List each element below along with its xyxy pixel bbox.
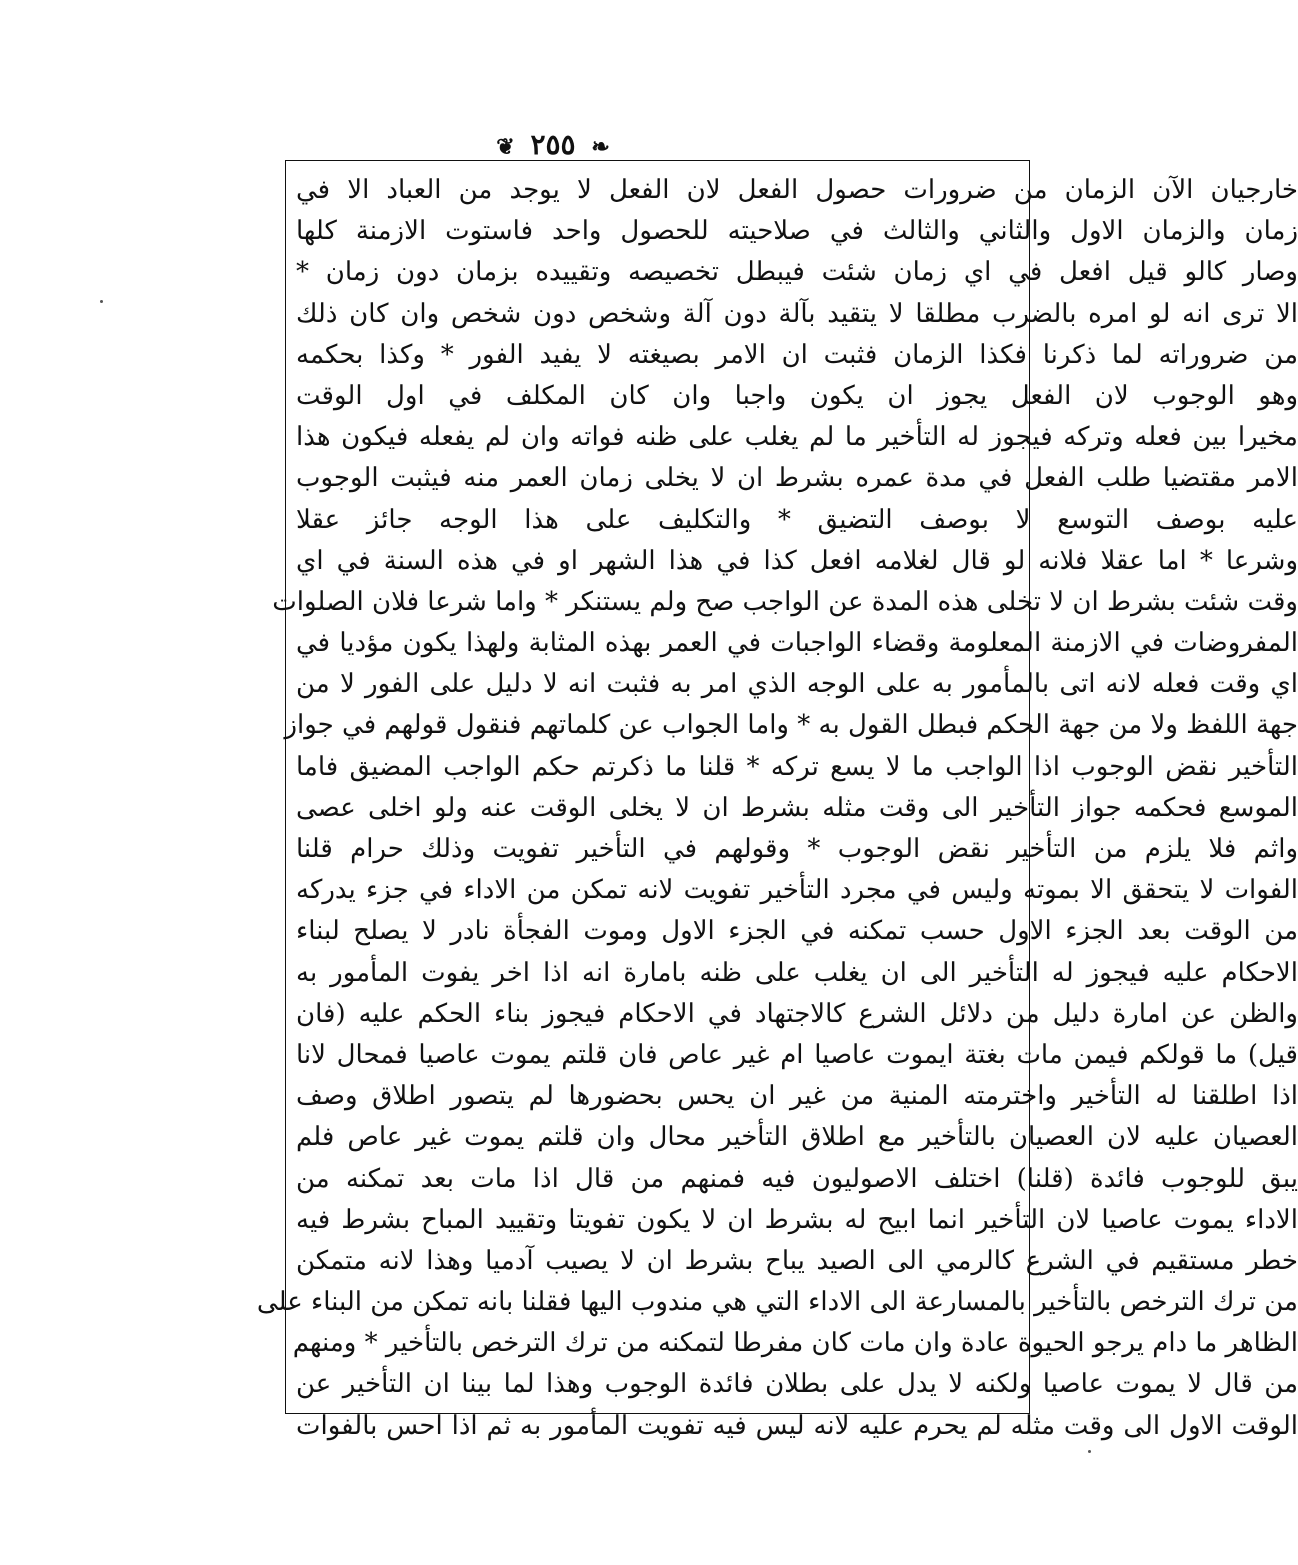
ornament-right-icon: ❧ [591, 134, 610, 160]
text-line: الموسع فحكمه جواز التأخير الى وقت مثله بشرط ان لا يخلى الوقت عنه ولو اخلى عصى [296, 792, 1298, 823]
text-line: من الوقت بعد الجزء الاول حسب تمكنه في الجزء الاول وموت الفجأة نادر لا يصلح لبناء [296, 916, 1298, 947]
text-line: عليه بوصف التوسع لا بوصف التضيق * والتكليف على هذا الوجه جائز عقلا [296, 504, 1298, 535]
text-line: من قال لا يموت عاصيا ولكنه لا يدل على بطلان فائدة الوجوب وهذا لما بينا ان التأخير عن [296, 1369, 1298, 1400]
text-line: من ضروراته لما ذكرنا فكذا الزمان فثبت ان الامر بصيغته لا يفيد الفور * وكذا بحكمه [296, 339, 1298, 370]
text-line: وشرعا * اما عقلا فلانه لو قال لغلامه افعل كذا في هذا الشهر او في هذه السنة في اي [296, 545, 1298, 576]
text-line: خطر مستقيم في الشرع كالرمي الى الصيد يباح بشرط ان لا يصيب آدميا وهذا لانه متمكن [296, 1245, 1298, 1276]
text-line: الوقت الاول الى وقت مثله لم يحرم عليه لانه ليس فيه تفويت المأمور به ثم اذا احس بالفوات [296, 1410, 1298, 1441]
text-line: جهة اللفظ ولا من جهة الحكم فبطل القول به * واما الجواب عن كلماتهم فنقول قولهم في جواز [284, 710, 1298, 741]
text-line: وقت شئت بشرط ان لا تخلى هذه المدة عن الواجب صح ولم يستنكر * واما شرعا فلان الصلوات [272, 586, 1298, 617]
text-line: من ترك الترخص بالتأخير بالمسارعة الى الاداء التي هي مندوب اليها فقلنا بانه تمكن من البناء على [256, 1287, 1298, 1318]
text-line: مخيرا بين فعله وتركه فيجوز له التأخير ما لم يغلب على ظنه فواته وان لم يفعله فيكون هذا [296, 422, 1298, 453]
page-number: ٢٥٥ [530, 128, 576, 161]
text-line: العصيان عليه لان العصيان بالتأخير مع اطلاق التأخير محال وان قلتم يموت غير عاص فلم [296, 1122, 1298, 1153]
text-line: والظن عن امارة دليل من دلائل الشرع كالاجتهاد في الاحكام فيجوز بناء الحكم عليه (فان [296, 998, 1298, 1029]
text-line: واثم فلا يلزم من التأخير نقض الوجوب * وقولهم في التأخير تفويت وذلك حرام قلنا [296, 834, 1298, 864]
text-line: الا ترى انه لو امره بالضرب مطلقا لا يتقيد بآلة دون آلة وشخص دون شخص وان كان ذلك [296, 298, 1298, 329]
text-line: التأخير نقض الوجوب اذا الواجب ما لا يسع تركه * قلنا ما ذكرتم حكم الواجب المضيق فاما [296, 751, 1298, 782]
text-line: الفوات لا يتحقق الا بموته وليس في مجرد التأخير تفويت لانه تمكن من الاداء في جزء يدركه [296, 875, 1298, 906]
ornament-left-icon: ❦ [496, 134, 515, 160]
text-line: اذا اطلقنا له التأخير واخترمته المنية من غير ان يحس بحضورها لم يتصور اطلاق وصف [296, 1081, 1298, 1112]
scan-speck [100, 300, 103, 303]
text-line: الاحكام عليه فيجوز له التأخير الى ان يغلب على ظنه بامارة انه اذا اخر يفوت المأمور به [296, 957, 1298, 988]
page-header [0, 128, 1106, 161]
text-line: خارجيان الآن الزمان من ضرورات حصول الفعل لان الفعل لا يوجد من العباد الا في [296, 175, 1298, 205]
text-line: قيل) ما قولكم فيمن مات بغتة ايموت عاصيا ام غير عاص فان قلتم يموت عاصيا فمحال لانا [296, 1039, 1298, 1070]
scan-speck [1088, 1450, 1091, 1453]
text-line: الاداء يموت عاصيا لان التأخير انما ابيح له بشرط ان لا يكون تفويتا وتقييد المباح بشرط فيه [296, 1204, 1298, 1235]
text-line: زمان والزمان الاول والثاني والثالث في صلاحيته للحصول واحد فاستوت الازمنة كلها [296, 216, 1298, 247]
text-body [256, 170, 1298, 1441]
text-line: وهو الوجوب لان الفعل يجوز ان يكون واجبا وان كان المكلف في اول الوقت [296, 380, 1298, 411]
text-line: الامر مقتضيا طلب الفعل في مدة عمره بشرط ان لا يخلى زمان العمر منه فيثبت الوجوب [296, 463, 1298, 494]
text-line: المفروضات في الازمنة المعلومة وقضاء الواجبات في العمر بهذه المثابة ولهذا يكون مؤديا في [296, 628, 1298, 659]
text-line: وصار كالو قيل افعل في اي زمان شئت فيبطل تخصيصه وتقييده بزمان دون زمان * [296, 257, 1298, 288]
text-line: الظاهر ما دام يرجو الحيوة عادة وان مات كان مفرطا لتمكنه من ترك الترخص بالتأخير * ومنهم [292, 1328, 1298, 1359]
text-line: يبق للوجوب فائدة (قلنا) اختلف الاصوليون فيه فمنهم من قال اذا مات بعد تمكنه من [296, 1163, 1298, 1194]
text-line: اي وقت فعله لانه اتى بالمأمور به على الوجه الذي امر به فثبت انه لا دليل على الفور لا من [296, 669, 1298, 700]
